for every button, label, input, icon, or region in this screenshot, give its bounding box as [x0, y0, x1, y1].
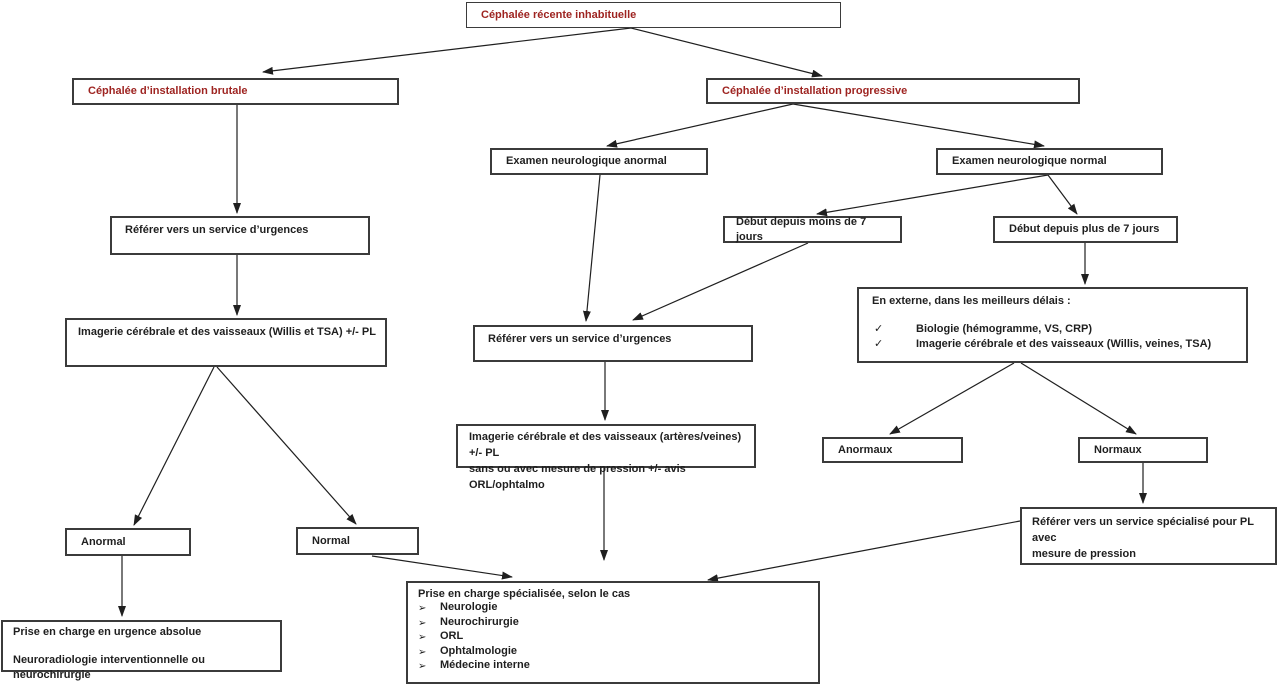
- node-label: Céphalée récente inhabituelle: [481, 8, 637, 21]
- node-debut-moins-7-jours: [723, 216, 902, 243]
- arrow-externe-to-anormaux: [890, 363, 1014, 434]
- externe-item: [872, 337, 1238, 352]
- node-label: Normal: [312, 534, 350, 547]
- node-debut-plus-7-jours: [993, 216, 1178, 243]
- node-cephalee-installation-brutale: [72, 78, 399, 105]
- node-label: Anormal: [81, 535, 126, 548]
- externe-title: En externe, dans les meilleurs délais :: [872, 295, 1071, 307]
- node-label-line2: Neuroradiologie interventionnelle ou neurochirurgie: [13, 654, 205, 681]
- check-icon: ✓: [874, 323, 884, 336]
- node-label: Référer vers un service d’urgences: [125, 224, 309, 236]
- node-prise-en-charge-urgence-absolue: [1, 620, 282, 681]
- node-referer-service-specialise-pl: [1020, 507, 1277, 565]
- arrow-externe-to-normaux: [1021, 363, 1136, 434]
- node-cephalee-installation-progressive: [706, 78, 1080, 104]
- arrow-referer-pl-to-prise-specialisee: [708, 521, 1020, 580]
- node-label-line1: Imagerie cérébrale et des vaisseaux (artères/veines) +/- PL: [469, 431, 742, 459]
- arrow-progressive-to-exam-normal: [793, 104, 1044, 146]
- arrow-exam-normal-to-debut-moins: [817, 175, 1048, 214]
- externe-item-label: Biologie (hémogramme, VS, CRP): [916, 323, 1093, 336]
- arrow-progressive-to-exam-anormal: [607, 104, 793, 146]
- specialite-item: [418, 601, 810, 616]
- node-label-line2: sans ou avec mesure de pression +/- avis ORL/ophtalmo: [469, 463, 686, 491]
- arrow-normal-to-prise-specialisee: [372, 556, 512, 577]
- arrow-exam-anormal-to-referer-centre: [586, 175, 600, 321]
- node-label: Céphalée d’installation brutale: [88, 85, 248, 98]
- node-label: Examen neurologique anormal: [506, 155, 667, 168]
- specialite-label: Ophtalmologie: [440, 644, 517, 657]
- node-label: Céphalée d’installation progressive: [722, 84, 908, 97]
- node-normaux: [1078, 437, 1208, 463]
- node-imagerie-arteres-veines: [456, 424, 756, 491]
- node-examen-neurologique-anormal: [490, 148, 708, 175]
- arrow-root-to-brutale: [263, 28, 631, 72]
- node-label-line1: Référer vers un service spécialisé pour PL avec: [1032, 516, 1254, 544]
- externe-item: [872, 322, 1238, 337]
- prise-specialisee-title: Prise en charge spécialisée, selon le cas: [418, 588, 631, 600]
- node-anormal: [65, 528, 191, 556]
- node-label: Anormaux: [838, 443, 893, 456]
- specialite-item: [418, 630, 810, 645]
- specialite-label: Médecine interne: [440, 659, 530, 672]
- node-imagerie-willis-tsa: [65, 318, 387, 367]
- node-label: Imagerie cérébrale et des vaisseaux (Willis et TSA) +/- PL: [78, 326, 376, 338]
- specialite-label: Neurologie: [440, 601, 498, 614]
- node-label: Examen neurologique normal: [952, 155, 1107, 168]
- node-label-line2: mesure de pression: [1032, 548, 1136, 560]
- specialite-item: [418, 616, 810, 631]
- arrow-bullet-icon: ➢: [418, 617, 427, 629]
- specialite-label: ORL: [440, 630, 464, 643]
- arrow-root-to-progressive: [631, 28, 822, 76]
- node-label: Référer vers un service d’urgences: [488, 333, 672, 345]
- arrow-bullet-icon: ➢: [418, 661, 427, 673]
- specialite-item: [418, 645, 810, 660]
- externe-item-label: Imagerie cérébrale et des vaisseaux (Willis, veines, TSA): [916, 338, 1212, 351]
- node-anormaux: [822, 437, 963, 463]
- arrow-bullet-icon: ➢: [418, 603, 427, 615]
- node-label: Début depuis moins de 7 jours: [736, 216, 867, 243]
- node-examen-neurologique-normal: [936, 148, 1163, 175]
- node-referer-urgences-center: [473, 325, 753, 362]
- node-cephalee-recente-inhabituelle: [466, 2, 841, 28]
- arrow-exam-normal-to-debut-plus: [1048, 175, 1077, 214]
- node-normal: [296, 527, 419, 555]
- node-en-externe: [857, 287, 1248, 363]
- specialite-label: Neurochirurgie: [440, 615, 519, 628]
- node-label: Début depuis plus de 7 jours: [1009, 223, 1160, 236]
- node-prise-en-charge-specialisee: [406, 581, 820, 684]
- specialite-item: [418, 659, 810, 674]
- arrow-bullet-icon: ➢: [418, 632, 427, 644]
- arrow-imagerie-to-anormal: [134, 367, 214, 525]
- node-label-line1: Prise en charge en urgence absolue: [13, 626, 202, 638]
- arrow-debut-moins-to-referer-centre: [633, 243, 808, 320]
- arrow-bullet-icon: ➢: [418, 646, 427, 658]
- check-icon: ✓: [874, 338, 884, 351]
- node-referer-urgences-left: [110, 216, 370, 255]
- arrow-imagerie-to-normal: [217, 367, 356, 524]
- node-label: Normaux: [1094, 443, 1142, 456]
